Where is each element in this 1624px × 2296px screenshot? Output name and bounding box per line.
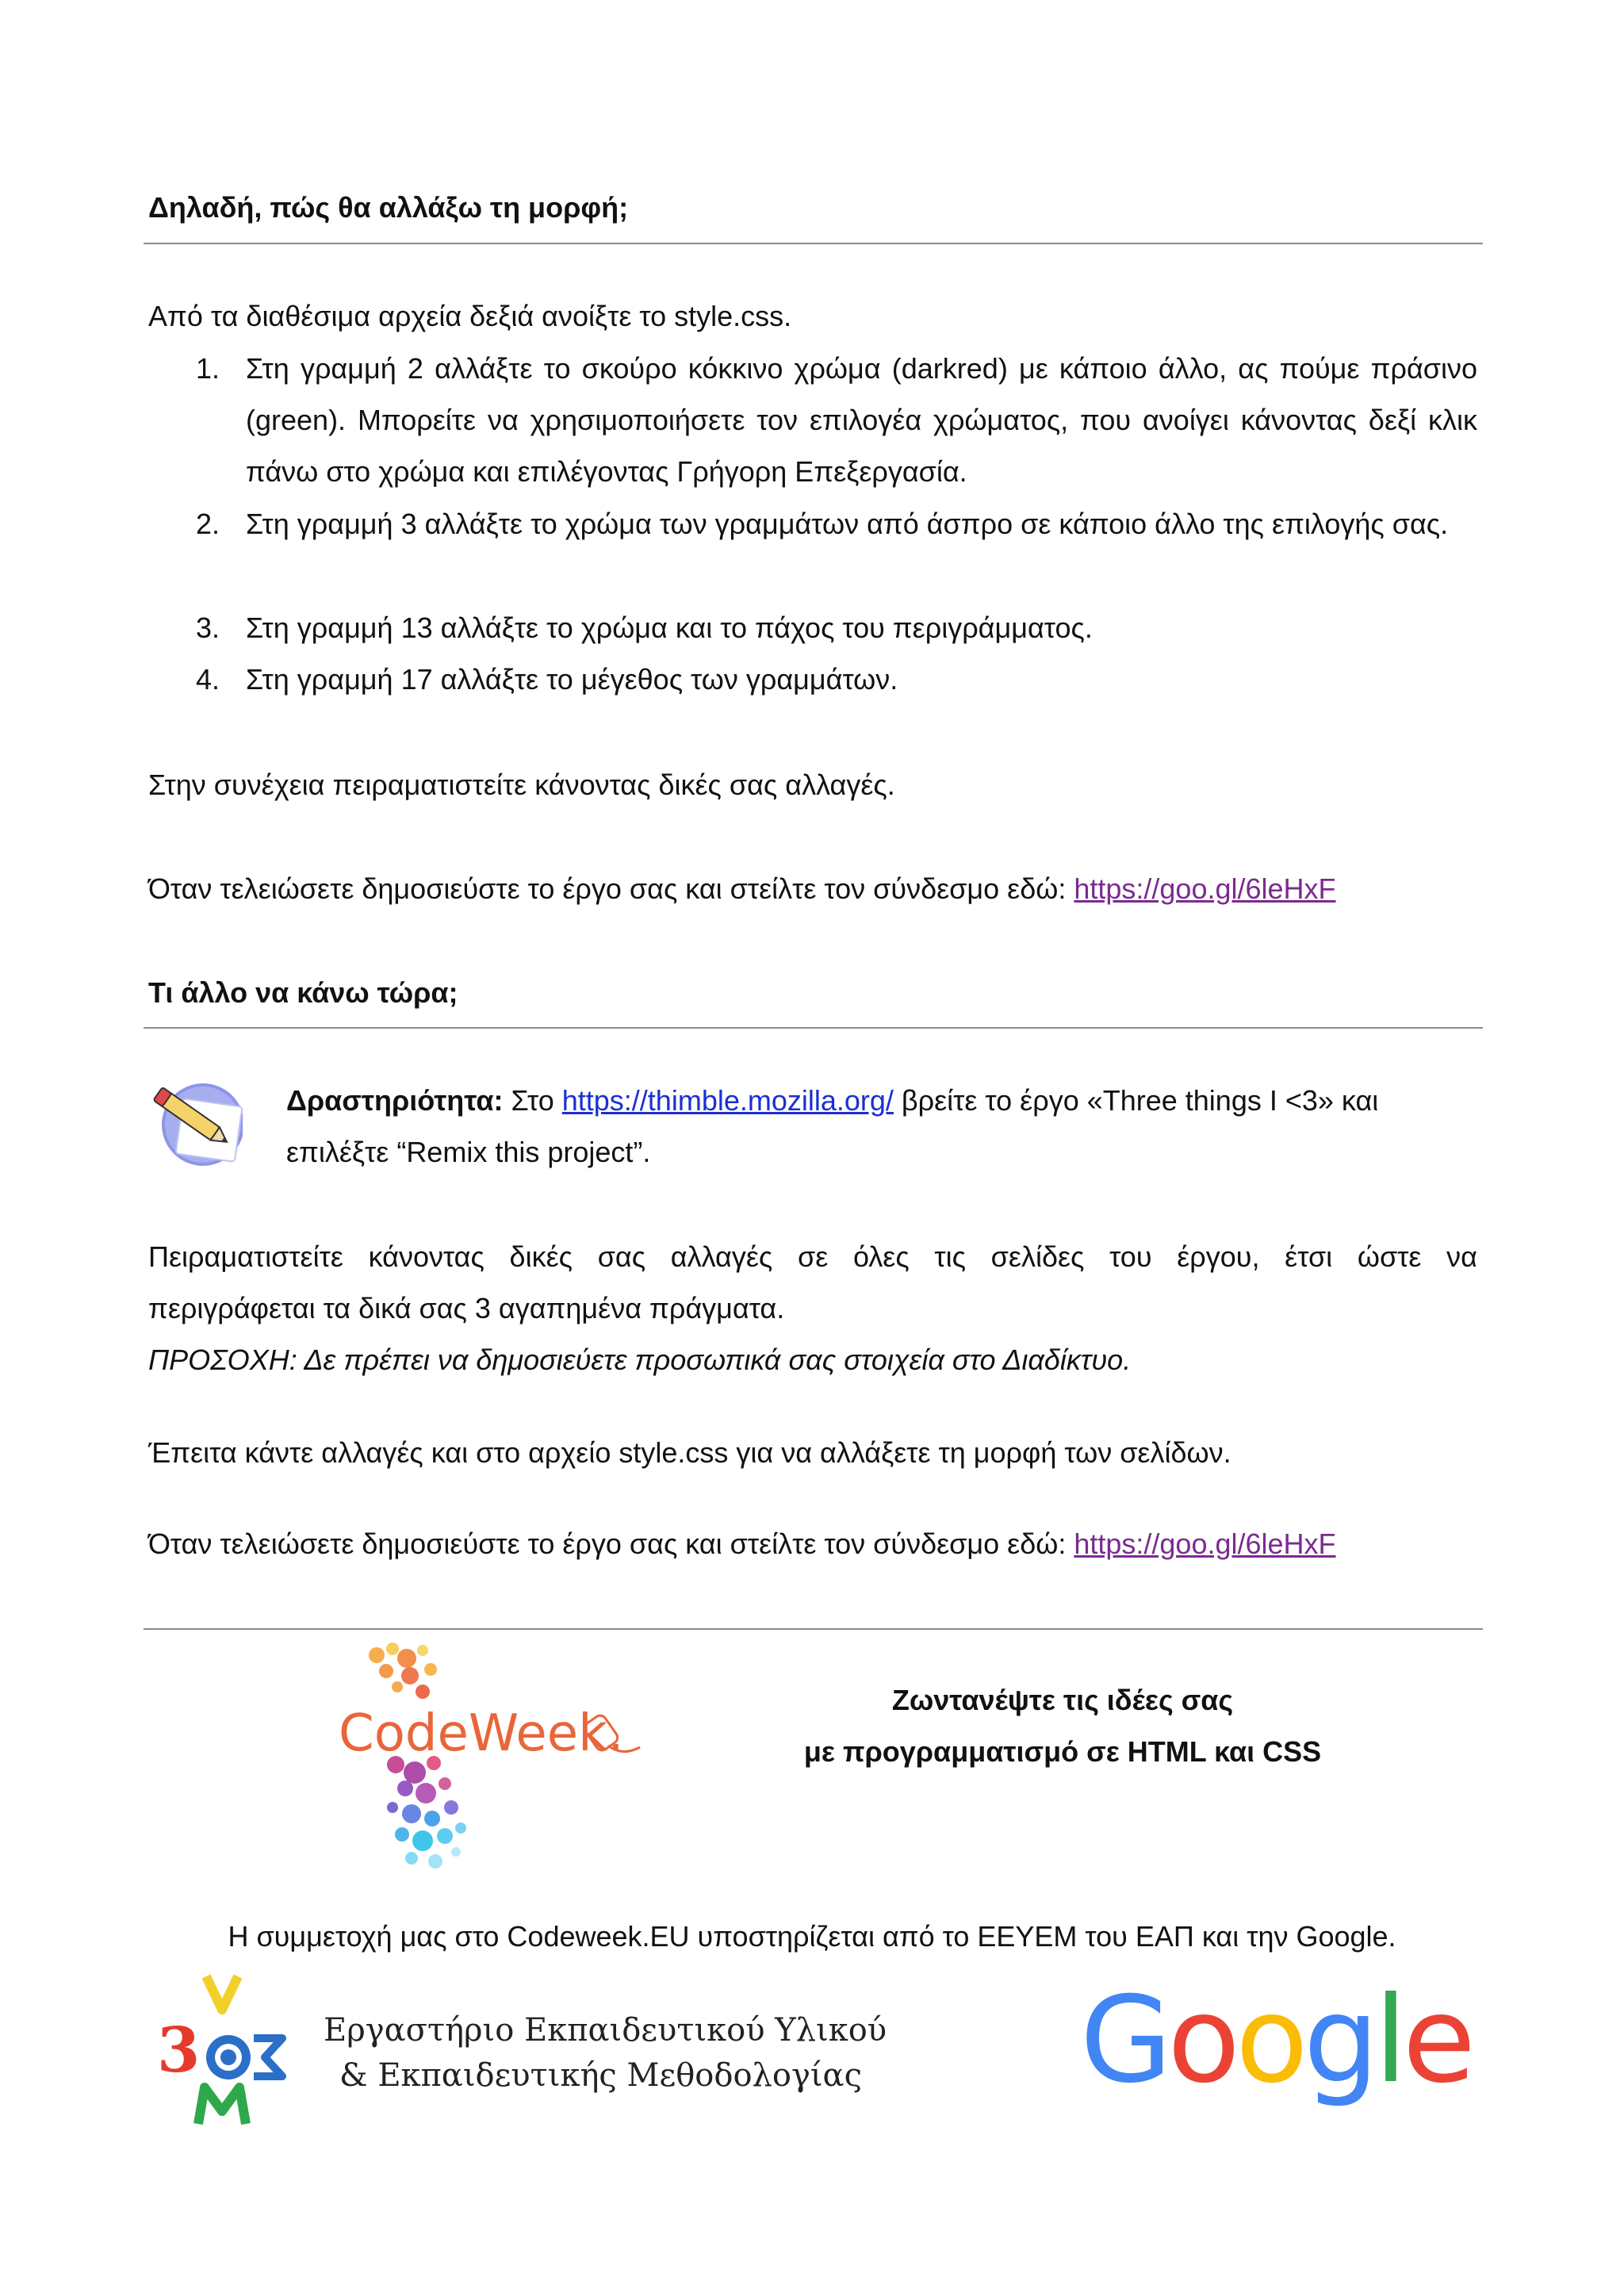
svg-text:3: 3 <box>157 2014 201 2087</box>
list-text: Στη γραμμή 17 αλλάξτε το μέγεθος των γραμμάτων. <box>246 663 898 696</box>
experiment-line1: Πειραματιστείτε κάνοντας δικές σας αλλαγές σε όλες τις σελίδες του έργου, έτσι ώστε να <box>148 1240 1477 1273</box>
lab-name-line2: & Εκπαιδευτικής Μεθοδολογίας <box>339 2057 862 2094</box>
google-logo-letter: G <box>1080 1972 1168 2110</box>
list-text: Στη γραμμή 13 αλλάξτε το χρώμα και το πάχος του περιγράμματος. <box>246 611 1093 644</box>
activity-line2: επιλέξτε “Remix this project”. <box>286 1136 651 1168</box>
experiment-text: Στην συνέχεια πειραματιστείτε κάνοντας δικές σας αλλαγές. <box>148 769 895 801</box>
divider <box>144 1628 1483 1630</box>
activity-label: Δραστηριότητα: <box>286 1084 504 1117</box>
list-text: Στη γραμμή 2 αλλάξτε το σκούρο κόκκινο χρώμα (darkred) με κάποιο άλλο, ας πούμε πράσινο (green). Μπορείτε να χρησιμοποιήσετε τον επιλογέα χρώματος, που ανοίγει κάνοντας δεξί κλικ πάνω στο χρώμα και επιλέγοντας Γρήγορη Επεξεργασία. <box>246 352 1477 488</box>
experiment-line2: περιγράφεται τα δικά σας 3 αγαπημένα πράγματα. <box>148 1292 785 1324</box>
google-logo <box>1080 1965 1471 2116</box>
google-logo-letter: g <box>1303 1972 1375 2110</box>
google-logo-text <box>1080 1972 1471 2110</box>
lab-name-line1: Εργαστήριο Εκπαιδευτικού Υλικού <box>324 2012 887 2049</box>
tagline-line1: Ζωντανέψτε τις ιδέες σας <box>891 1684 1234 1716</box>
google-logo-letter: o <box>1235 1972 1304 2110</box>
thimble-link[interactable]: https://thimble.mozilla.org/ <box>561 1084 894 1117</box>
style-text: Έπειτα κάντε αλλαγές και στο αρχείο style.css για να αλλάξετε τη μορφή των σελίδων. <box>148 1436 1231 1469</box>
google-logo-letter: o <box>1167 1972 1236 2110</box>
section-heading-change-style: Δηλαδή, πώς θα αλλάξω τη μορφή; <box>148 191 629 224</box>
publish-link[interactable]: https://goo.gl/6leHxF <box>1074 872 1336 905</box>
support-text: Η συμμετοχή μας στο Codeweek.EU υποστηρίζεται από το ΕΕΥΕΜ του ΕΑΠ και την Google. <box>228 1920 1396 1953</box>
activity-post: βρείτε το έργο «Three things I <3» και <box>893 1084 1379 1117</box>
publish-line <box>148 870 1336 908</box>
eeyem-logo-icon <box>157 1968 300 2135</box>
list-number: 2. <box>196 508 220 540</box>
google-logo-letter: e <box>1402 1972 1472 2110</box>
pencil-paper-icon <box>147 1079 243 1170</box>
publish-link[interactable]: https://goo.gl/6leHxF <box>1074 1527 1336 1560</box>
codeweek-logo <box>329 1638 662 1876</box>
section-heading-what-next: Τι άλλο να κάνω τώρα; <box>148 976 458 1009</box>
codeweek-logo-text: CodeWeek. <box>339 1704 624 1763</box>
tagline-line2: με προγραμματισμό σε HTML και CSS <box>803 1735 1322 1768</box>
publish-text: Όταν τελειώσετε δημοσιεύστε το έργο σας και στείλτε τον σύνδεσμο εδώ: <box>148 872 1074 905</box>
list-number: 1. <box>196 352 220 385</box>
publish-line <box>148 1525 1336 1563</box>
divider <box>144 243 1483 244</box>
divider <box>144 1027 1483 1029</box>
list-number: 3. <box>196 611 220 644</box>
publish-text: Όταν τελειώσετε δημοσιεύστε το έργο σας και στείλτε τον σύνδεσμο εδώ: <box>148 1527 1074 1560</box>
activity-pre: Στο <box>503 1084 562 1117</box>
intro-text: Από τα διαθέσιμα αρχεία δεξιά ανοίξτε το style.css. <box>148 300 792 332</box>
list-number: 4. <box>196 663 220 696</box>
google-logo-letter: l <box>1374 1972 1403 2110</box>
list-text: Στη γραμμή 3 αλλάξτε το χρώμα των γραμμάτων από άσπρο σε κάποιο άλλο της επιλογής σας. <box>246 508 1449 540</box>
warning-text: ΠΡΟΣΟΧΗ: Δε πρέπει να δημοσιεύετε προσωπικά σας στοιχεία στο Διαδίκτυο. <box>148 1343 1132 1376</box>
